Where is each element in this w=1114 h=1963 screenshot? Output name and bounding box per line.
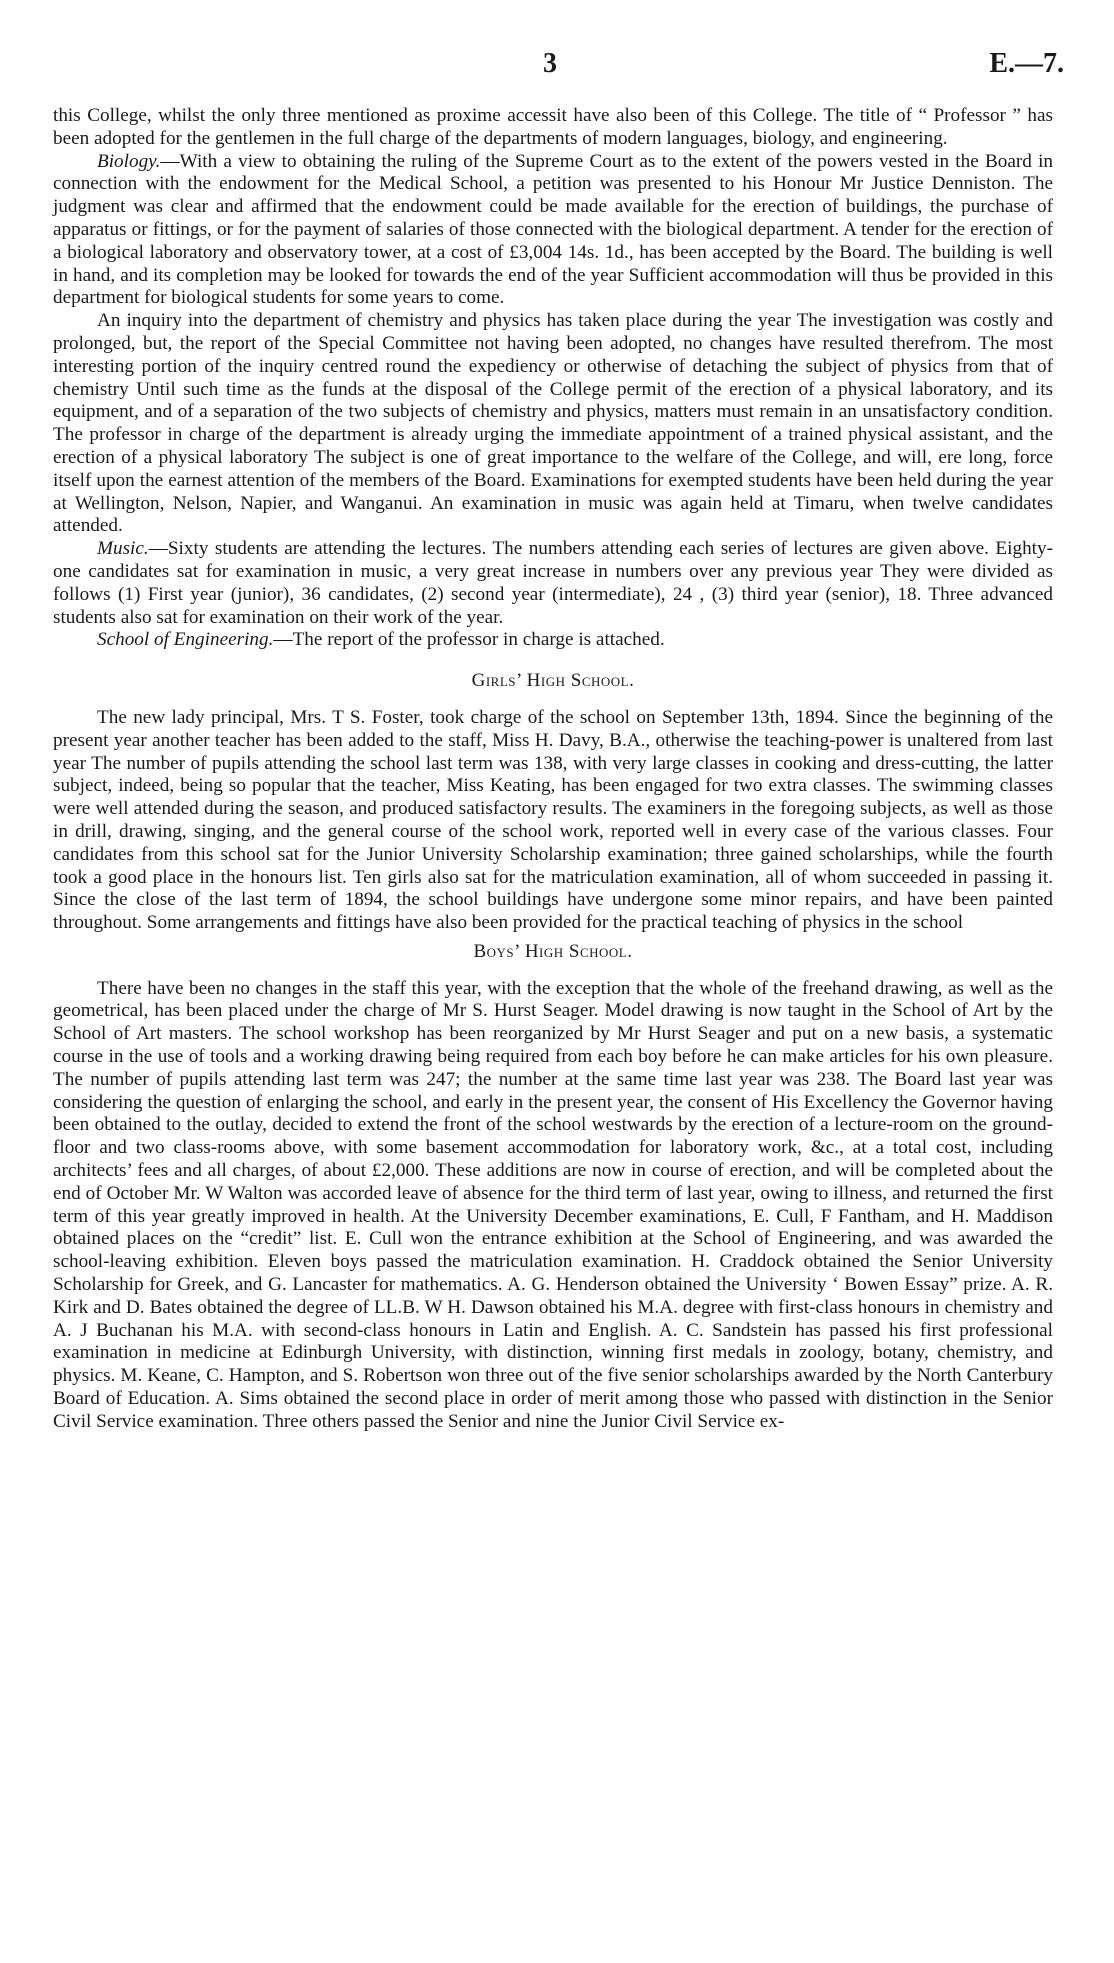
biology-text: —With a view to obtaining the ruling of the Supreme Court as to the extent of the powers vested in the Board in connection with the endowment for the Medical School, a petition was presented to his Honour Mr Justice Denniston. The judgment was clear and affirmed that the endowment could be made available for the erection of buildings, the purchase of apparatus or fittings, or for the payment of salaries of those connected with the biological department. A tender for the erection of a biological laboratory and observatory tower, at a cost of £3,004 14s. 1d., has been accepted by the Board. The building is well in hand, and its completion may be looked for towards the end of the year Sufficient accommodation will thus be provided in this department for biological students for some years to come. [53,150,1053,309]
biology-lead: Biology. [97,150,161,172]
paragraph-girls-high-school: The new lady principal, Mrs. T S. Foster, took charge of the school on September 13th, 1894. Since the beginning of the present year another teacher has been added to the staff, Miss H. Davy, B.A., otherwise the teaching-power is unaltered from last year The number of pupils attending the school last term was 138, with very large classes in cooking and dress-cutting, the latter subject, indeed, being so popular that the teacher, Miss Keating, has been engaged for two extra classes. The swimming classes were well attended during the season, and produced satisfactory results. The examiners in the foregoing subjects, as well as those in drill, drawing, singing, and the general course of the school work, reported well in every case of the various classes. Four candidates from this school sat for the Junior University Scholarship examination; three gained scholarships, while the fourth took a good place in the honours list. Ten girls also sat for the matriculation examination, all of whom succeeded in passing it. Since the close of the last term of 1894, the school buildings have undergone some minor repairs, and have been painted throughout. Some arrangements and fittings have also been provided for the practical teaching of physics in the school [53,706,1053,934]
paragraph-boys-high-school: There have been no changes in the staff this year, with the exception that the whole of the freehand drawing, as well as the geometrical, has been placed under the charge of Mr S. Hurst Seager. Model drawing is now taught in the School of Art by the School of Art masters. The school workshop has been reorganized by Mr Hurst Seager and put on a new basis, a systematic course in the use of tools and a working drawing being required from each boy before he can make articles for his own pleasure. The number of pupils attending last term was 247; the number at the same time last year was 238. The Board last year was considering the question of enlarging the school, and early in the present year, the consent of His Excellency the Governor having been obtained to the outlay, decided to extend the front of the school westwards by the erection of a lecture-room on the ground-floor and two class-rooms above, with some basement accommodation for laboratory work, &c., at a total cost, including architects’ fees and all charges, of about £2,000. These additions are now in course of erection, and will be completed about the end of October Mr. W Walton was accorded leave of absence for the third term of last year, owing to illness, and returned the first term of this year greatly improved in health. At the University December examinations, E. Cull, F Fantham, and H. Maddison obtained places on the “credit” list. E. Cull won the entrance exhibition at the School of Engineering, and was awarded the school-leaving exhibition. Eleven boys passed the matriculation examination. H. Craddock obtained the Senior University Scholarship for Greek, and G. Lancaster for mathematics. A. G. Henderson obtained the University ‘ Bowen Essay” prize. A. R. Kirk and D. Bates obtained the degree of LL.B. W H. Dawson obtained his M.A. degree with first-class honours in chemistry and A. J Buchanan his M.A. with second-class honours in Latin and English. A. C. Sandstein has passed his first professional examination in medicine at Edinburgh University, with distinction, winning first medals in zoology, botany, chemistry, and physics. M. Keane, C. Hampton, and S. Robertson won three out of the five senior scholarships awarded by the North Canterbury Board of Education. A. Sims obtained the second place in order of merit among those who passed with distinction in the Senior Civil Service examination. Three others passed the Senior and nine the Junior Civil Service ex- [53,977,1053,1432]
music-text: —Sixty students are attending the lectures. The numbers attending each series of lectures are given above. Eighty-one candidates sat for examination in music, a very great increase in numbers over any previous year They were divided as follows (1) First year (junior), 36 candidates, (2) second year (intermediate), 24 , (3) third year (senior), 18. Three advanced students also sat for examination on their work of the year. [53,538,1053,628]
paragraph-chemistry-physics: An inquiry into the department of chemistry and physics has taken place during the year The investigation was costly and prolonged, but, the report of the Special Committee not having been adopted, no changes have resulted therefrom. The most interesting portion of the inquiry centred round the expediency or otherwise of detaching the subject of physics from that of chemistry Until such time as the funds at the disposal of the College permit of the erection of a physical laboratory, and its equipment, and of a separation of the two subjects of chemistry and physics, matters must remain in an unsatisfactory condition. The professor in charge of the department is already urging the immediate appointment of a trained physical assistant, and the erection of a physical laboratory The subject is one of great importance to the welfare of the College, and will, ere long, force itself upon the earnest attention of the members of the Board. Examinations for exempted students have been held during the year at Wellington, Nelson, Napier, and Wanganui. An examination in music was again held at Timaru, when twelve candidates attended. [53,310,1053,537]
paragraph-engineering [53,629,1053,652]
paragraph-biology [53,151,1053,311]
paragraph-music [53,538,1053,629]
engineering-lead: School of Engineering. [97,629,274,651]
paragraph-college-intro: this College, whilst the only three mentioned as proxime accessit have also been of this College. The title of “ Professor ” has been adopted for the gentlemen in the full charge of the departments of modern languages, biology, and engineering. [53,105,1053,149]
document-reference: E.—7. [989,48,1064,79]
document-body [53,105,1053,1434]
page-number: 3 [543,48,557,79]
heading-boys-high-school: Boys’ High School. [473,940,633,962]
heading-girls-high-school: Girls’ High School. [471,670,635,692]
music-lead: Music. [97,538,149,560]
engineering-text: —The report of the professor in charge is attached. [273,629,665,651]
